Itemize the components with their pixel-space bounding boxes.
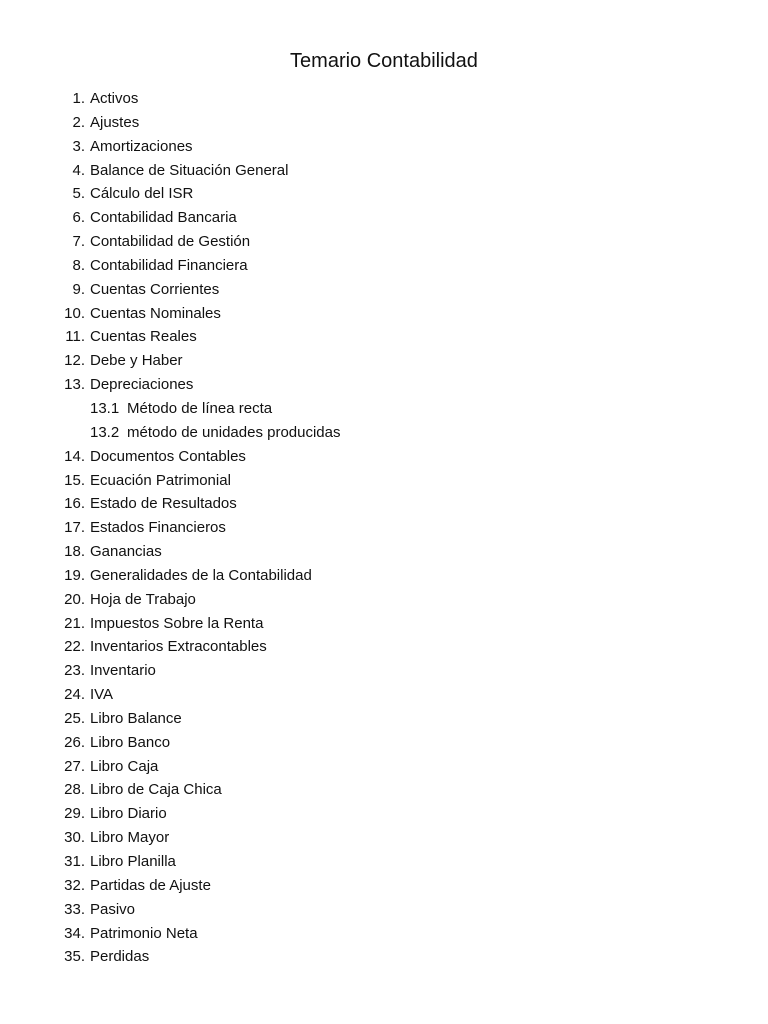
topic-number: 25. — [64, 709, 85, 727]
topic-number: 11. — [65, 328, 85, 346]
topic-label: Libro de Caja Chica — [90, 781, 222, 799]
topic-label: Estados Financieros — [90, 519, 226, 537]
topic-item — [0, 135, 768, 159]
topic-label: Estado de Resultados — [90, 495, 237, 513]
topic-list — [0, 87, 768, 969]
topic-label: Patrimonio Neta — [90, 924, 198, 942]
topic-label: método de unidades producidas — [127, 423, 341, 441]
topic-number: 1. — [72, 90, 85, 107]
topic-item — [0, 302, 768, 326]
topic-number: 13.1 — [90, 399, 120, 417]
topic-number: 10. — [64, 304, 85, 322]
topic-number: 22. — [64, 638, 85, 656]
topic-number: 8. — [72, 256, 85, 274]
topic-label: Libro Mayor — [90, 829, 170, 847]
topic-item — [0, 445, 768, 469]
topic-item — [0, 516, 768, 540]
topic-label: Activos — [90, 90, 139, 107]
topic-number: 31. — [64, 853, 85, 870]
topic-item — [0, 182, 768, 206]
topic-label: Ecuación Patrimonial — [90, 471, 231, 489]
topic-number: 33. — [64, 900, 85, 918]
topic-number: 13.2 — [90, 423, 120, 441]
topic-item — [0, 850, 768, 874]
topic-number: 16. — [64, 495, 85, 513]
topic-item — [0, 540, 768, 564]
topic-item — [0, 588, 768, 612]
topic-item — [0, 325, 768, 349]
topic-label: Amortizaciones — [90, 137, 193, 155]
topic-item — [0, 635, 768, 659]
topic-item — [0, 826, 768, 850]
topic-label: Perdidas — [90, 948, 150, 966]
topic-item — [0, 278, 768, 302]
topic-item — [0, 254, 768, 278]
topic-item — [0, 874, 768, 898]
topic-label: Cálculo del ISR — [90, 185, 194, 203]
topic-item — [0, 87, 768, 111]
topic-item — [0, 469, 768, 493]
topic-label: Inventario — [90, 662, 156, 680]
topic-item — [0, 683, 768, 707]
topic-number: 19. — [64, 566, 85, 584]
topic-label: IVA — [90, 686, 114, 704]
topic-label: Impuestos Sobre la Renta — [90, 614, 264, 632]
topic-item — [0, 373, 768, 397]
topic-label: Contabilidad de Gestión — [90, 233, 251, 251]
topic-number: 14. — [64, 447, 85, 465]
topic-label: Pasivo — [90, 900, 136, 918]
topic-number: 28. — [64, 781, 85, 799]
topic-label: Libro Banco — [90, 733, 171, 751]
subtopic-item — [0, 397, 768, 421]
topic-label: Libro Planilla — [90, 853, 176, 870]
topic-number: 26. — [64, 733, 85, 751]
topic-label: Depreciaciones — [90, 376, 194, 394]
topic-label: Libro Caja — [90, 757, 159, 775]
topic-number: 20. — [64, 590, 85, 608]
topic-number: 9. — [72, 280, 85, 298]
topic-number: 30. — [64, 829, 85, 847]
topic-number: 29. — [64, 805, 85, 823]
topic-number: 2. — [72, 113, 85, 131]
topic-item — [0, 755, 768, 779]
topic-number: 3. — [72, 137, 85, 155]
topic-item — [0, 922, 768, 946]
topic-number: 7. — [72, 233, 85, 251]
topic-number: 23. — [64, 662, 85, 680]
topic-label: Libro Balance — [90, 709, 182, 727]
topic-number: 13. — [64, 376, 85, 394]
topic-item — [0, 159, 768, 183]
topic-number: 34. — [64, 924, 85, 942]
topic-label: Partidas de Ajuste — [90, 876, 211, 894]
topic-item — [0, 206, 768, 230]
topic-item — [0, 349, 768, 373]
topic-number: 12. — [64, 352, 85, 370]
topic-number: 27. — [64, 757, 85, 775]
topic-number: 32. — [64, 876, 85, 894]
topic-item — [0, 898, 768, 922]
topic-number: 6. — [72, 209, 85, 227]
subtopic-item — [0, 421, 768, 445]
topic-label: Generalidades de la Contabilidad — [90, 566, 312, 584]
topic-item — [0, 731, 768, 755]
page-title: Temario Contabilidad — [290, 50, 478, 72]
topic-label: Cuentas Reales — [90, 328, 197, 346]
topic-label: Libro Diario — [90, 805, 167, 823]
topic-item — [0, 564, 768, 588]
topic-number: 5. — [72, 185, 85, 203]
topic-item — [0, 945, 768, 969]
topic-number: 17. — [64, 519, 85, 537]
topic-label: Documentos Contables — [90, 447, 246, 465]
topic-number: 35. — [64, 948, 85, 966]
topic-item — [0, 802, 768, 826]
topic-item — [0, 612, 768, 636]
topic-number: 15. — [64, 471, 85, 489]
topic-item — [0, 707, 768, 731]
topic-label: Inventarios Extracontables — [90, 638, 267, 656]
topic-item — [0, 111, 768, 135]
topic-item — [0, 230, 768, 254]
topic-item — [0, 492, 768, 516]
topic-label: Cuentas Corrientes — [90, 280, 220, 298]
topic-label: Contabilidad Financiera — [90, 256, 248, 274]
topic-item — [0, 778, 768, 802]
topic-number: 24. — [64, 686, 85, 704]
topic-number: 21. — [64, 614, 85, 632]
topic-label: Contabilidad Bancaria — [90, 209, 237, 227]
topic-number: 18. — [64, 543, 85, 561]
topic-label: Ganancias — [90, 543, 162, 561]
topic-item — [0, 659, 768, 683]
topic-number: 4. — [72, 161, 85, 179]
topic-label: Debe y Haber — [90, 352, 183, 370]
topic-label: Balance de Situación General — [90, 161, 289, 179]
topic-label: Cuentas Nominales — [90, 304, 221, 322]
topic-label: Ajustes — [90, 113, 140, 131]
topic-label: Hoja de Trabajo — [90, 590, 196, 608]
topic-label: Método de línea recta — [127, 399, 273, 417]
